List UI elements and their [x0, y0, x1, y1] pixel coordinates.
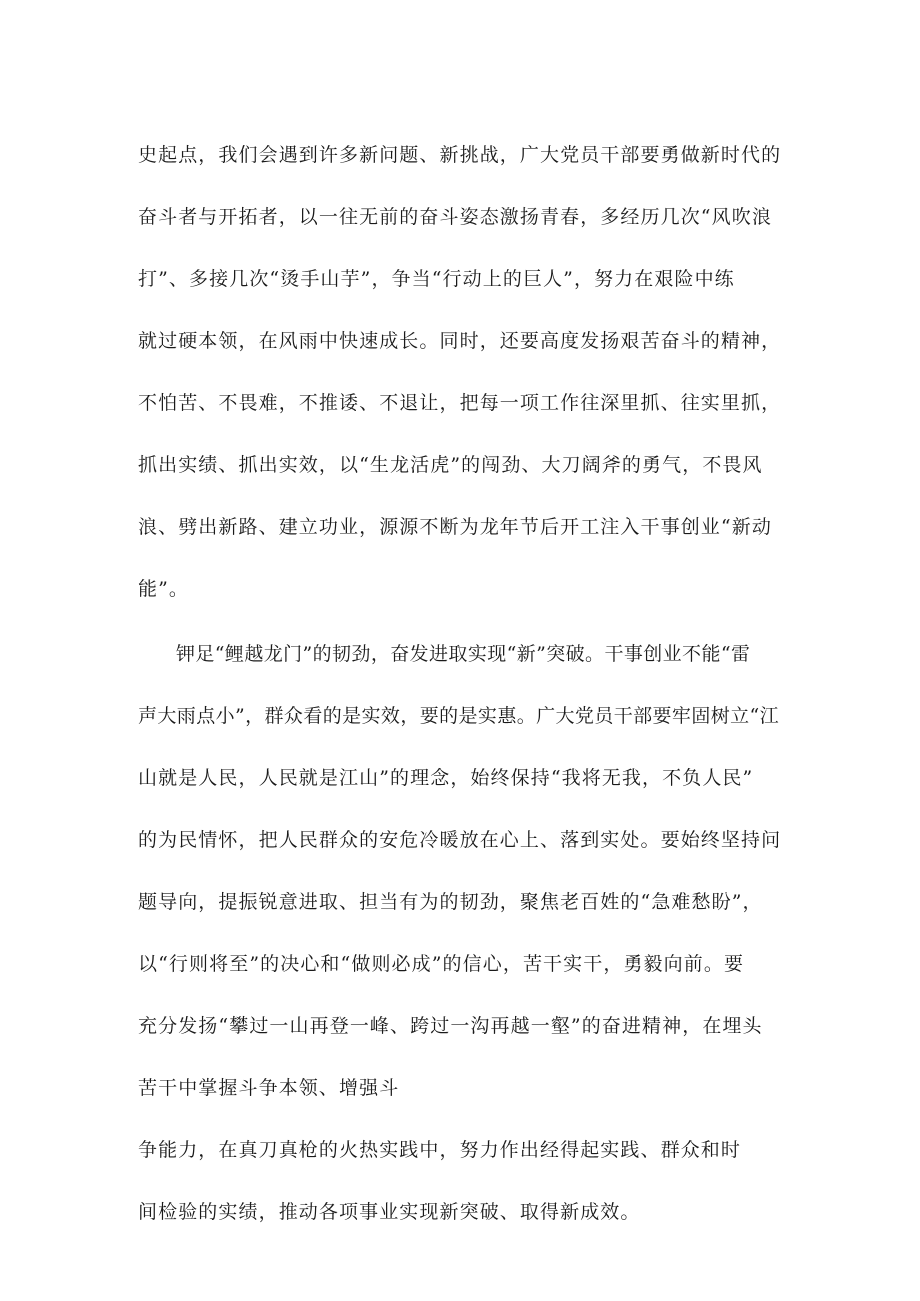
text-line: 打”、多接几次“烫手山芋”，争当“行动上的巨人”，努力在艰险中练 [138, 268, 735, 290]
text-line: 充分发扬“攀过一山再登一峰、跨过一沟再越一壑”的奋进精神，在埋头 [138, 1015, 763, 1037]
text-line: 争能力，在真刀真枪的火热实践中，努力作出经得起实践、群众和时 [138, 1139, 742, 1161]
text-line: 的为民情怀，把人民群众的安危冷暖放在心上、落到实处。要始终坚持问 [138, 829, 782, 851]
text-line: 苦干中掌握斗争本领、增强斗 [138, 1077, 400, 1099]
text-line: 不怕苦、不畏难，不推诿、不退让，把每一项工作往深里抓、往实里抓， [138, 392, 782, 414]
text-line: 能”。 [138, 578, 190, 600]
text-line: 抓出实绩、抓出实效，以“生龙活虎”的闯劲、大刀阔斧的勇气，不畏风 [138, 454, 763, 476]
text-line: 奋斗者与开拓者，以一往无前的奋斗姿态激扬青春，多经历几次“风吹浪 [138, 206, 772, 228]
text-line: 声大雨点小”，群众看的是实效，要的是实惠。广大党员干部要牢固树立“江 [138, 705, 780, 727]
text-line: 山就是人民，人民就是江山”的理念，始终保持“我将无我，不负人民” [138, 767, 754, 789]
text-line: 就过硬本领，在风雨中快速成长。同时，还要高度发扬艰苦奋斗的精神， [138, 330, 782, 352]
text-line: 钾足“鲤越龙门”的韧劲，奋发进取实现“新”突破。干事创业不能“雷 [176, 643, 751, 665]
text-line: 浪、劈出新路、建立功业，源源不断为龙年节后开工注入干事创业“新动 [138, 516, 772, 538]
text-line: 以“行则将至”的决心和“做则必成”的信心，苦干实干，勇毅向前。要 [138, 953, 745, 975]
text-line: 间检验的实绩，推动各项事业实现新突破、取得新成效。 [138, 1201, 641, 1223]
text-line: 题导向，提振锐意进取、担当有为的韧劲，聚焦老百姓的“急难愁盼”， [138, 891, 763, 913]
text-line: 史起点，我们会遇到许多新问题、新挑战，广大党员干部要勇做新时代的 [138, 144, 782, 166]
